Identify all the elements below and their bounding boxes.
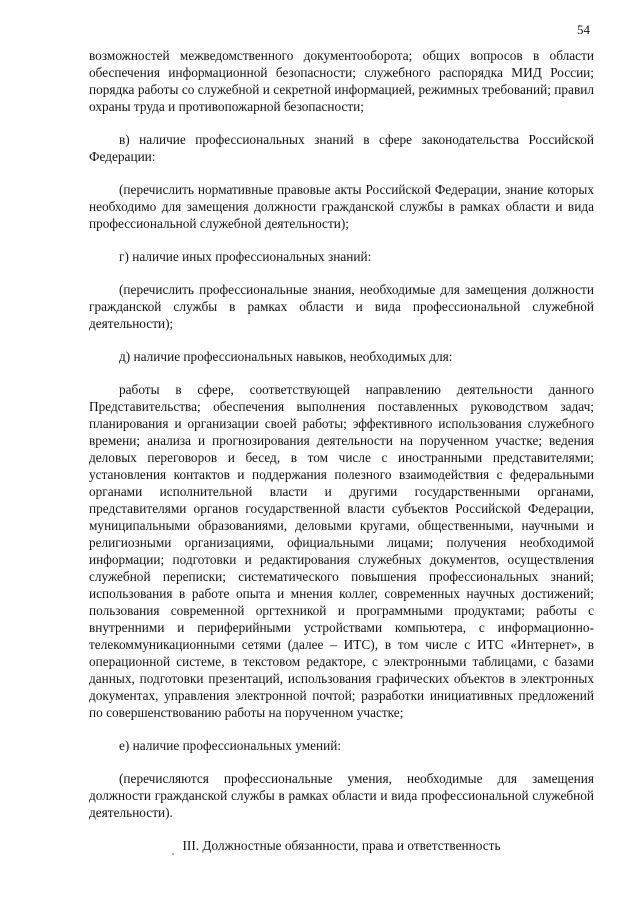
paragraph-item-d: д) наличие профессиональных навыков, необходимых для: [119, 349, 453, 364]
paragraph-item-g: г) наличие иных профессиональных знаний: [119, 249, 372, 264]
paragraph-continuation: возможностей межведомственного документооборота; общих вопросов в области обеспечения информационной безопасности; служебного распорядка МИД России; порядка работы со служебной и секретной информацией, режимных требований; правил охраны труда и противопожарной безопасности; [89, 48, 594, 114]
paragraph-item-v: в) наличие профессиональных знаний в сфере законодательства Российской Федерации: [89, 132, 594, 164]
section-heading: III. Должностные обязанности, права и ответственность [182, 838, 501, 853]
paragraph-note-abilities: (перечисляются профессиональные умения, необходимые для замещения должности гражданской службы в рамках области и вида профессиональной служебной деятельности). [89, 771, 594, 820]
paragraph-item-e: е) наличие профессиональных умений: [119, 738, 342, 753]
scan-speck [172, 853, 174, 855]
paragraph-skills-list: работы в сфере, соответствующей направлению деятельности данного Представительства; обеспечения выполнения поставленных руководством задач; планирования и организации своей работы; эффективного использования служебного времени; анализа и прогнозирования деятельности на порученном участке; ведения деловых переговоров и бесед, в том числе с иностранными представителями; установления контактов и поддержания полезного взаимодействия с федеральными органами исполнительной власти и другими государственными органами, представителями органов государственной власти субъектов Российской Федерации, муниципальными образованиями, деловыми кругами, общественными, научными и религиозными организациями, официальными лицами; получения необходимой информации; подготовки и редактирования служебных документов, осуществления служебной переписки; систематического повышения профессиональных знаний; использования в работе опыта и мнения коллег, современных научных достижений; пользования современной оргтехникой и программными продуктами; работы с внутренними и периферийными устройствами компьютера, с информационно-телекоммуникационными сетями (далее – ИТС), в том числе с ИТС «Интернет», в операционной системе, в текстовом редакторе, с электронными таблицами, с базами данных, подготовки презентаций, использования графических объектов в электронных документах, управления электронной почтой; разработки инициативных предложений по совершенствованию работы на порученном участке; [89, 382, 594, 720]
page-number: 54 [577, 22, 590, 37]
document-body [89, 47, 594, 854]
paragraph-note-knowledge: (перечислить профессиональные знания, необходимые для замещения должности гражданской службы в рамках области и вида профессиональной служебной деятельности); [89, 282, 594, 331]
paragraph-note-legal-acts: (перечислить нормативные правовые акты Российской Федерации, знание которых необходимо для замещения должности гражданской службы в рамках области и вида профессиональной служебной деятельности); [89, 182, 594, 231]
